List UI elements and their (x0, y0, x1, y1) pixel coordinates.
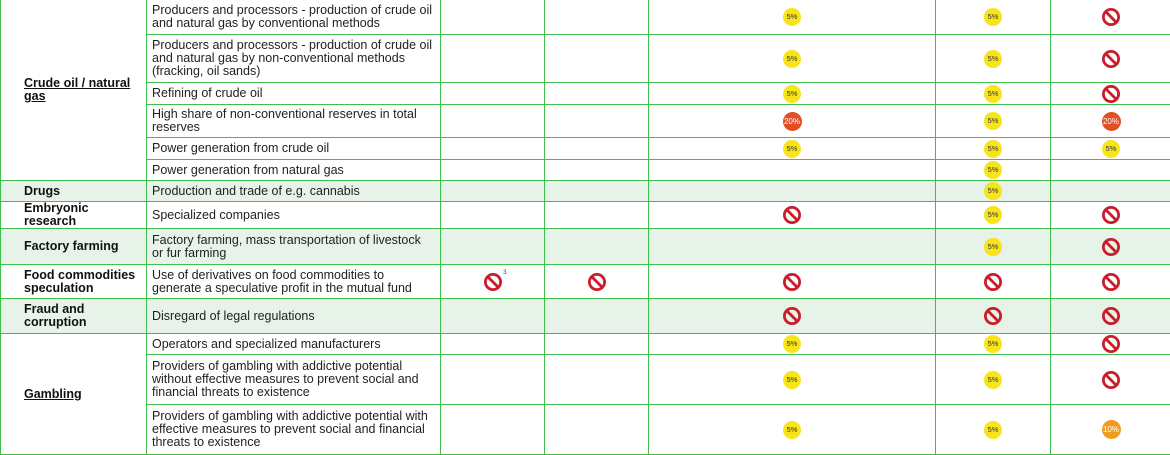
excluded-icon (1101, 49, 1121, 69)
table-row (1, 229, 1170, 265)
excluded-icon (1101, 84, 1121, 104)
excluded-icon (1101, 205, 1121, 225)
category-embryonic-research: Embryonic research (1, 202, 147, 229)
table-row (1, 35, 1170, 83)
table-row (1, 83, 1170, 105)
criterion-text: Power generation from crude oil (147, 138, 441, 160)
footnote-marker: 3 (503, 267, 506, 280)
table-row (1, 0, 1170, 35)
threshold-badge: 5% (984, 421, 1002, 439)
criterion-text: Specialized companies (147, 202, 441, 229)
threshold-badge: 5% (984, 50, 1002, 68)
threshold-badge: 5% (984, 371, 1002, 389)
criterion-text: Factory farming, mass transportation of livestock or fur farming (147, 229, 441, 265)
criterion-text: Providers of gambling with addictive potential with effective measures to prevent social and financial threats to existence (147, 405, 441, 455)
threshold-badge: 20% (1102, 112, 1121, 131)
excluded-icon (1101, 334, 1121, 354)
criterion-text: Providers of gambling with addictive potential without effective measures to prevent social and financial threats to existence (147, 355, 441, 405)
threshold-badge: 5% (984, 161, 1002, 179)
criterion-text: High share of non-conventional reserves in total reserves (147, 105, 441, 138)
table-row (1, 160, 1170, 181)
criterion-text: Refining of crude oil (147, 83, 441, 105)
threshold-badge: 5% (1102, 140, 1120, 158)
criterion-text: Producers and processors - production of crude oil and natural gas by conventional methods (147, 0, 441, 35)
threshold-badge: 5% (783, 371, 801, 389)
threshold-badge: 5% (984, 238, 1002, 256)
category-drugs: Drugs (1, 181, 147, 202)
criterion-text: Power generation from natural gas (147, 160, 441, 181)
threshold-badge: 5% (783, 140, 801, 158)
criterion-text: Operators and specialized manufacturers (147, 334, 441, 355)
criterion-text: Use of derivatives on food commodities to generate a speculative profit in the mutual fund (147, 265, 441, 299)
excluded-icon (782, 306, 802, 326)
criterion-text: Production and trade of e.g. cannabis (147, 181, 441, 202)
category-food-speculation: Food commodities speculation (1, 265, 147, 299)
table-row (1, 181, 1170, 202)
category-fraud-corruption: Fraud and corruption (1, 299, 147, 334)
table-row (1, 405, 1170, 455)
excluded-icon (1101, 237, 1121, 257)
excluded-icon (782, 205, 802, 225)
threshold-badge: 5% (984, 182, 1002, 200)
table-row (1, 299, 1170, 334)
threshold-badge: 5% (783, 335, 801, 353)
excluded-icon (1101, 272, 1121, 292)
threshold-badge: 5% (984, 8, 1002, 26)
excluded-icon (1101, 306, 1121, 326)
table-row (1, 138, 1170, 160)
criterion-text: Disregard of legal regulations (147, 299, 441, 334)
threshold-badge: 5% (783, 50, 801, 68)
category-crude-oil[interactable]: Crude oil / natural gas (1, 0, 147, 181)
table-row (1, 202, 1170, 229)
criterion-text: Producers and processors - production of crude oil and natural gas by non-conventional methods (fracking, oil sands) (147, 35, 441, 83)
threshold-badge: 5% (984, 140, 1002, 158)
table-row (1, 334, 1170, 355)
excluded-icon (983, 306, 1003, 326)
excluded-icon (587, 272, 607, 292)
threshold-badge: 10% (1102, 420, 1121, 439)
table-row (1, 355, 1170, 405)
threshold-badge: 5% (783, 85, 801, 103)
threshold-badge: 5% (984, 335, 1002, 353)
threshold-badge: 20% (783, 112, 802, 131)
category-gambling[interactable]: Gambling (1, 334, 147, 455)
threshold-badge: 5% (984, 85, 1002, 103)
threshold-badge: 5% (783, 421, 801, 439)
excluded-icon (1101, 370, 1121, 390)
excluded-icon (983, 272, 1003, 292)
table-row (1, 105, 1170, 138)
excluded-icon (483, 272, 503, 292)
table-row (1, 265, 1170, 299)
excluded-icon (1101, 7, 1121, 27)
excluded-icon (782, 272, 802, 292)
threshold-badge: 5% (984, 112, 1002, 130)
threshold-badge: 5% (984, 206, 1002, 224)
category-factory-farming: Factory farming (1, 229, 147, 265)
threshold-badge: 5% (783, 8, 801, 26)
